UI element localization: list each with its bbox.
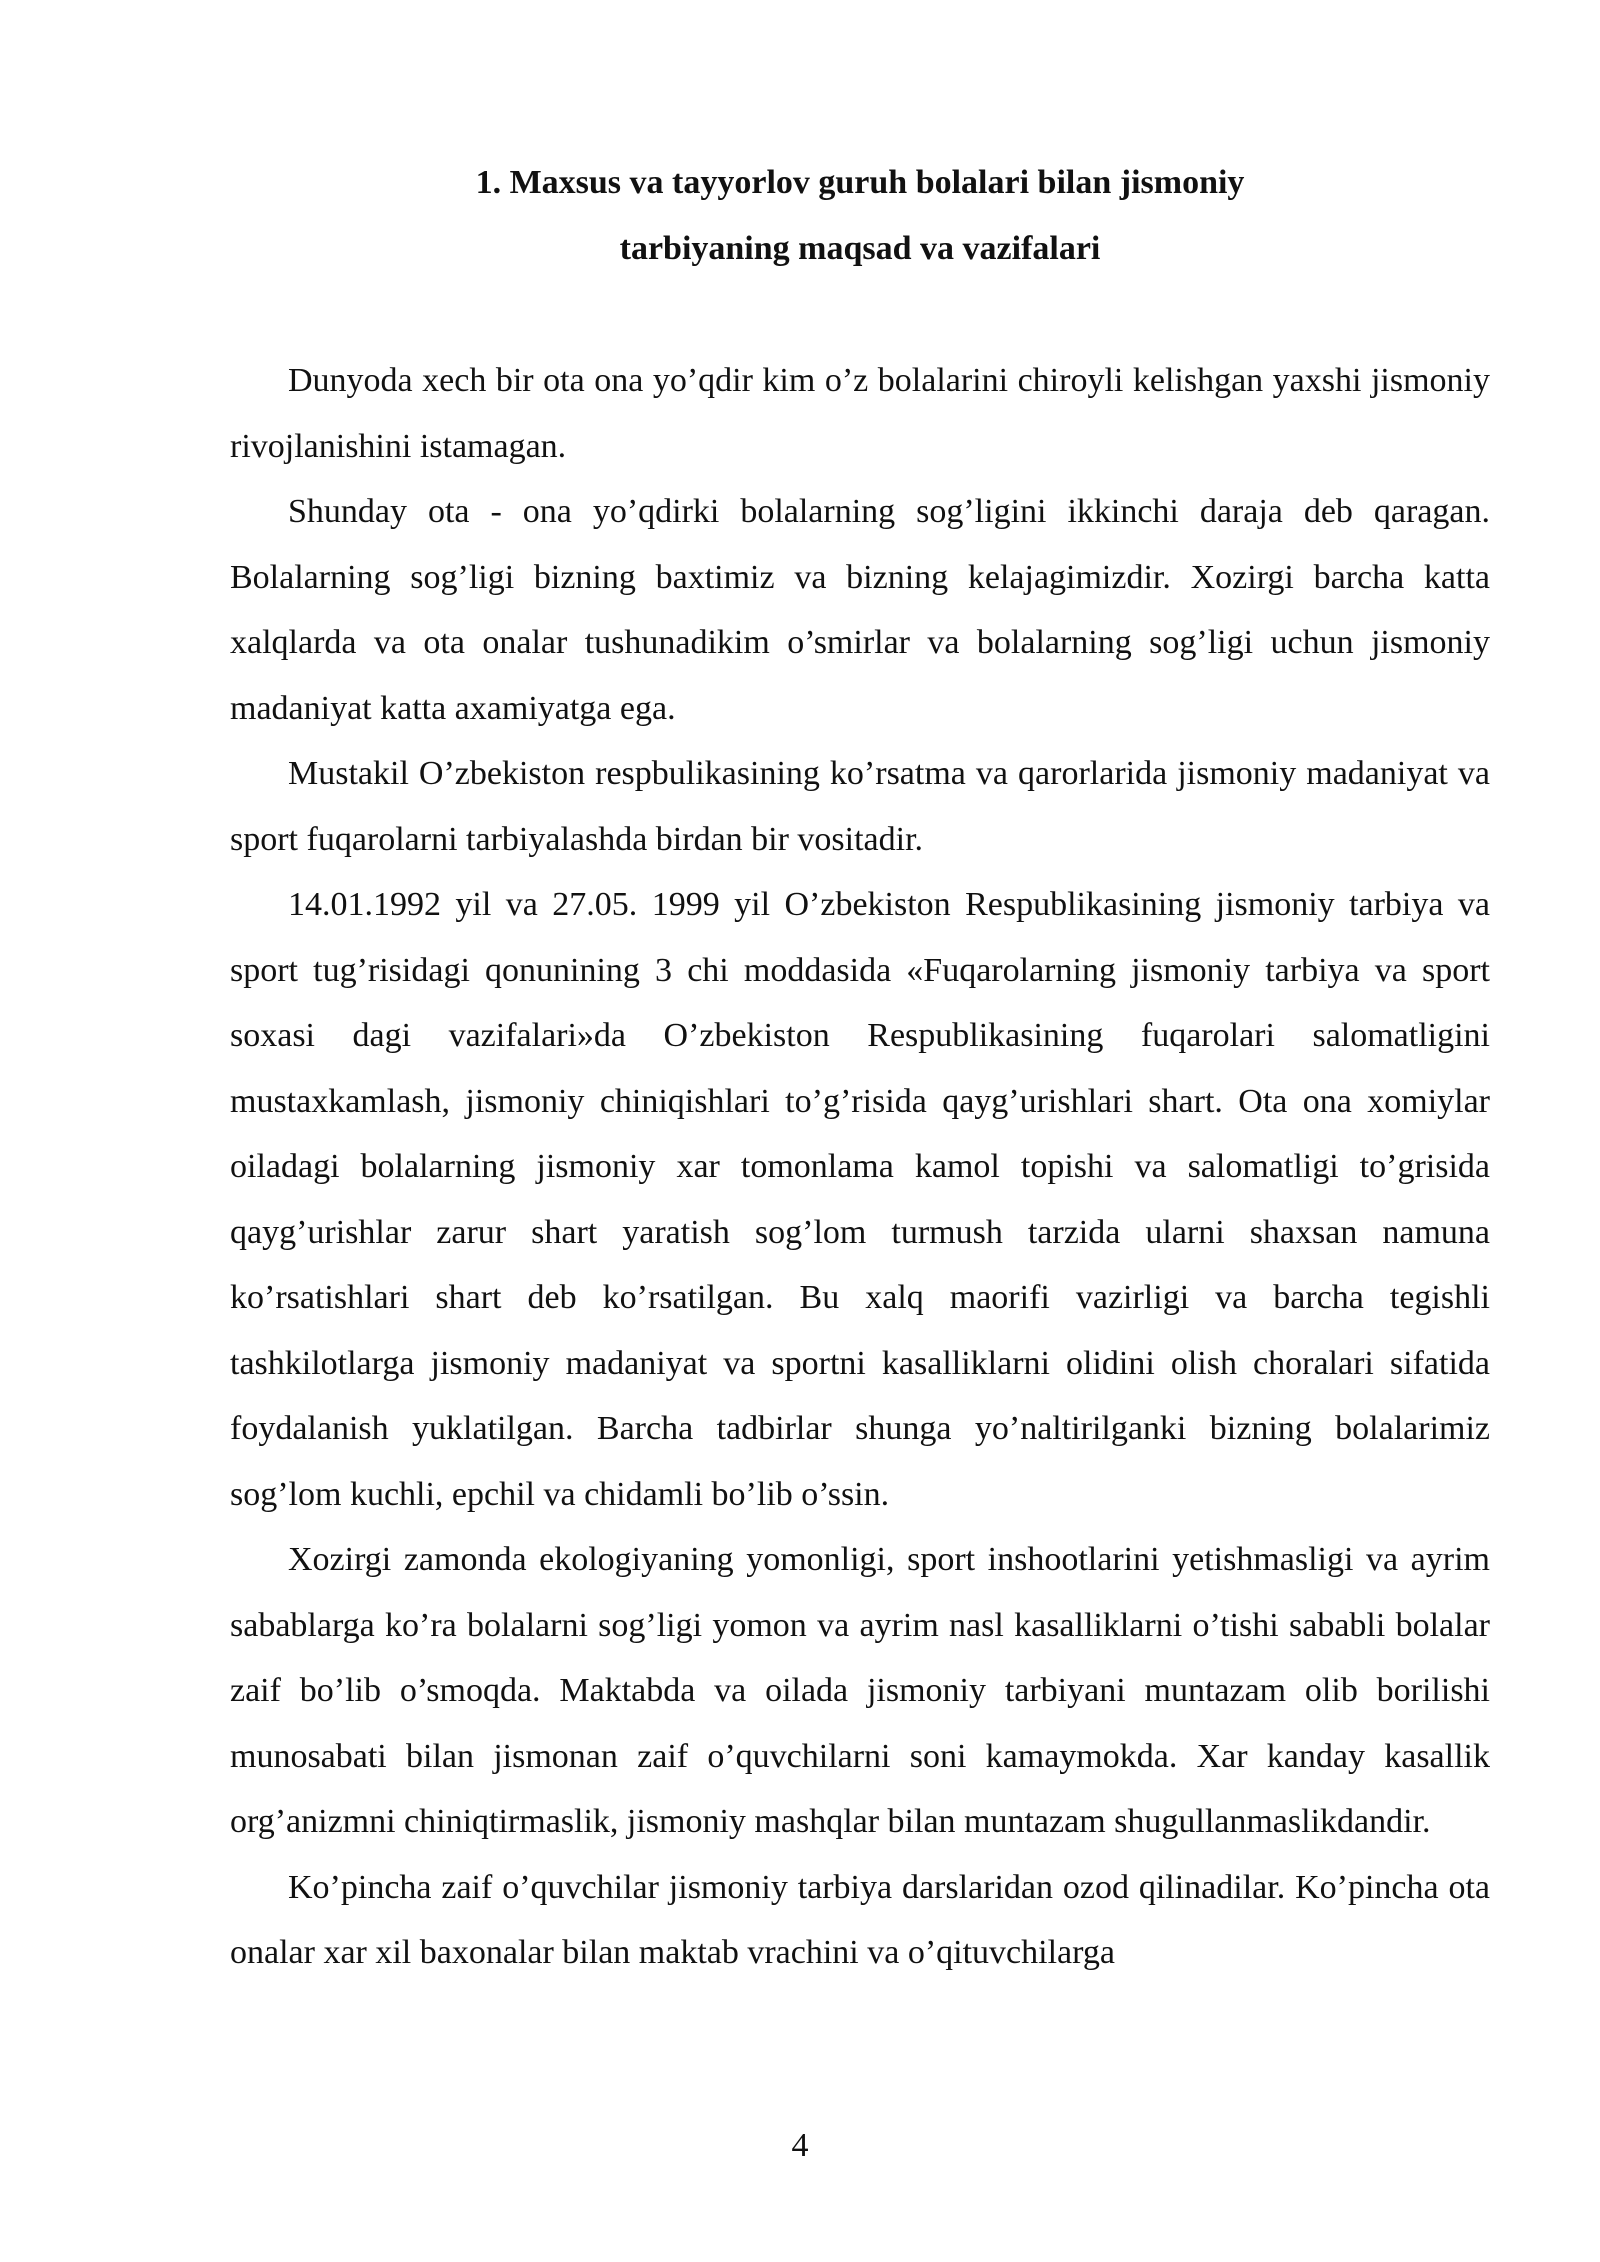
paragraph-4: 14.01.1992 yil va 27.05. 1999 yil O’zbekiston Respublikasining jismoniy tarbiya va sport tug’risidagi qonunining 3 chi moddasida «Fuqarolarning jismoniy tarbiya va sport soxasi dagi vazifalari»da O’zbekiston Respublikasining fuqarolari salomatligini mustaxkamlash, jismoniy chiniqishlari to’g’risida qayg’urishlari shart. Ota ona xomiylar oiladagi bolalarning jismoniy xar tomonlama kamol topishi va salomatligi to’grisida qayg’urishlar zarur shart yaratish sog’lom turmush tarzida ularni shaxsan namuna ko’rsatishlari shart deb ko’rsatilgan. Bu xalq maorifi vazirligi va barcha tegishli tashkilotlarga jismoniy madaniyat va sportni kasalliklarni olidini olish choralari sifatida foydalanish yuklatilgan. Barcha tadbirlar shunga yo’naltirilganki bizning bolalarimiz sog’lom kuchli, epchil va chidamli bo’lib o’ssin.	[230, 886, 1490, 1513]
paragraph-3: Mustakil O’zbekiston respbulikasining ko’rsatma va qarorlarida jismoniy madaniyat va sport fuqarolarni tarbiyalashda birdan bir vositadir.	[230, 755, 1490, 858]
section-heading-line-1: 1. Maxsus va tayyorlov guruh bolalari bilan jismoniy	[475, 164, 1245, 201]
body-text	[230, 348, 1490, 1986]
paragraph-2: Shunday ota - ona yo’qdirki bolalarning sog’ligini ikkinchi daraja deb qaragan. Bolalarning sog’ligi bizning baxtimiz va bizning kelajagimizdir. Xozirgi barcha katta xalqlarda va ota onalar tushunadikim o’smirlar va bolalarning sog’ligi uchun jismoniy madaniyat katta axamiyatga ega.	[230, 493, 1490, 727]
paragraph-6: Ko’pincha zaif o’quvchilar jismoniy tarbiya darslaridan ozod qilinadilar. Ko’pincha ota onalar xar xil baxonalar bilan maktab vrachini va o’qituvchilarga	[230, 1868, 1490, 1971]
section-heading-line-2: tarbiyaning maqsad va vazifalari	[619, 230, 1101, 267]
section-heading	[230, 150, 1490, 282]
page-content	[230, 150, 1490, 1986]
paragraph-1: Dunyoda xech bir ota ona yo’qdir kim o’z bolalarini chiroyli kelishgan yaxshi jismoniy rivojlanishini istamagan.	[230, 362, 1490, 465]
paragraph-5: Xozirgi zamonda ekologiyaning yomonligi, sport inshootlarini yetishmasligi va ayrim sabablarga ko’ra bolalarni sog’ligi yomon va ayrim nasl kasalliklarni o’tishi sababli bolalar zaif bo’lib o’smoqda. Maktabda va oilada jismoniy tarbiyani muntazam olib borilishi munosabati bilan jismonan zaif o’quvchilarni soni kamaymokda. Xar kanday kasallik org’anizmni chiniqtirmaslik, jismoniy mashqlar bilan muntazam shugullanmaslikdandir.	[230, 1541, 1490, 1840]
page-number: 4	[791, 2127, 809, 2164]
